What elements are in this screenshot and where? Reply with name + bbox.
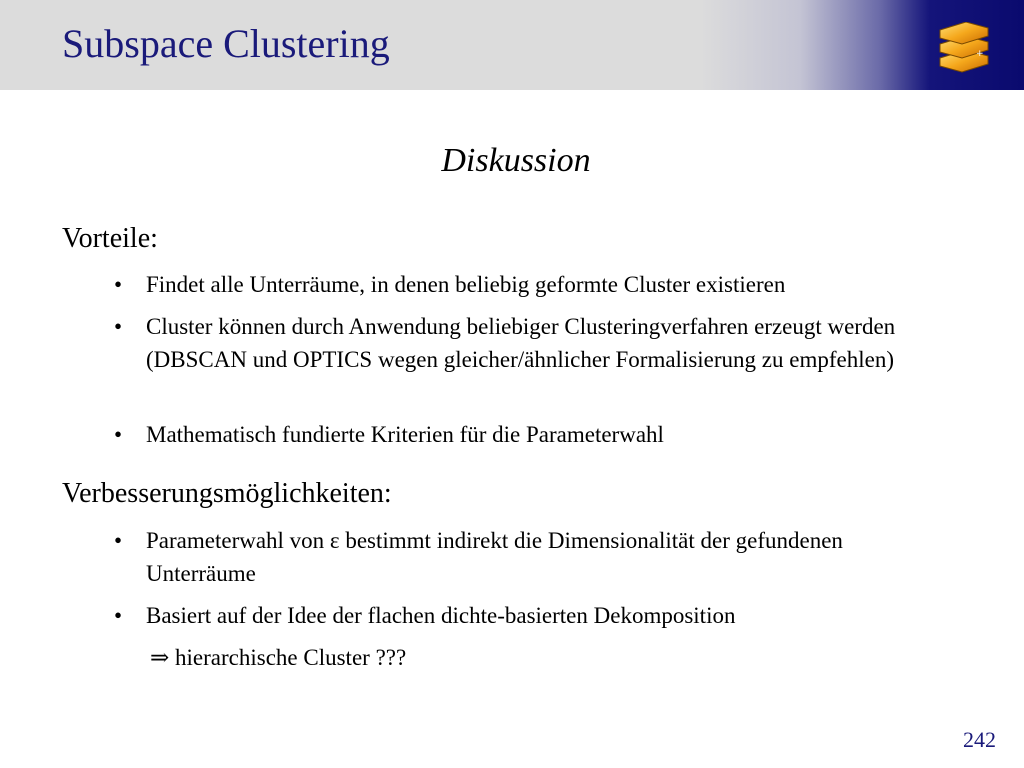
page-number: 242: [963, 727, 996, 752]
implication-line: [150, 641, 406, 674]
slide-title: Subspace Clustering: [62, 21, 390, 66]
stacked-database-icon: [936, 22, 992, 74]
bullet-text: Findet alle Unterräume, in denen beliebig geformte Cluster existieren: [146, 272, 786, 297]
implication-text: hierarchische Cluster ???: [175, 645, 407, 670]
bullet-marker: •: [114, 314, 123, 339]
bullet-text: Mathematisch fundierte Kriterien für die Parameterwahl: [146, 422, 664, 447]
bullet-text: Basiert auf der Idee der flachen dichte-basierten Dekomposition: [146, 603, 736, 628]
slide-subtitle: Diskussion: [441, 142, 591, 179]
implies-arrow-icon: ⇒: [150, 645, 170, 670]
svg-text:+: +: [976, 49, 984, 59]
section-heading-verbesserungsmoeglichkeiten: Verbesserungsmöglichkeiten:: [62, 478, 392, 509]
bullet-text: Cluster können durch Anwendung beliebiger Clusteringverfahren erzeugt werden (DBSCAN und OPTICS wegen gleicher/ähnlicher Formalisierung zu empfehlen): [146, 314, 896, 372]
bullet-marker: •: [114, 272, 123, 297]
bullet-text: Parameterwahl von ε bestimmt indirekt die Dimensionalität der gefundenen Unterräume: [146, 528, 843, 586]
bullet-marker: •: [114, 422, 123, 447]
bullet-marker: •: [114, 528, 123, 553]
bullet-marker: •: [114, 603, 123, 628]
slide-header: [0, 0, 1024, 90]
section-heading-vorteile: Vorteile:: [62, 223, 158, 254]
